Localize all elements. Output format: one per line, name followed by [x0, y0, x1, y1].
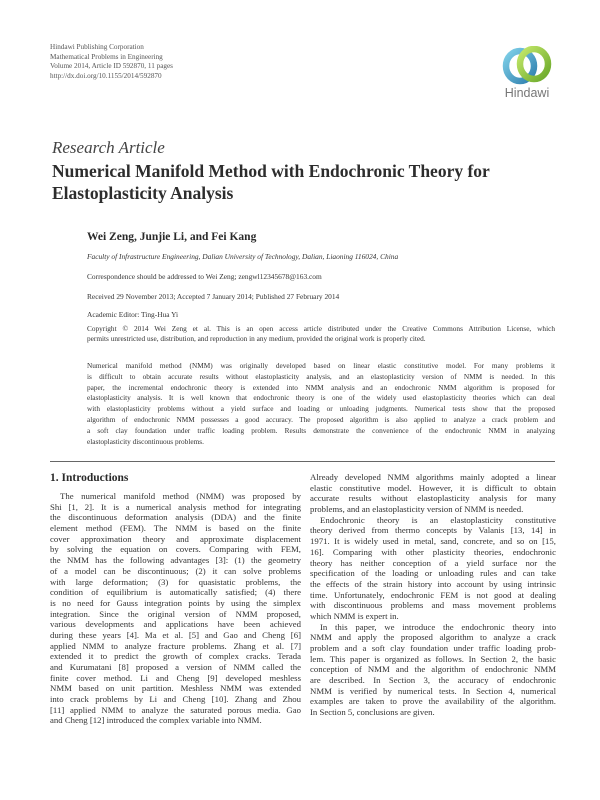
text-line: integration. Since the original version of NMM proposed, [50, 608, 301, 619]
article-type: Research Article [52, 138, 165, 157]
publisher: Hindawi Publishing Corporation [50, 43, 144, 51]
text-line: 16]. Comparing with other plasticity theories, endochronic [310, 546, 556, 557]
text-line: with elastoplasticity problems without a yield surface and loading or unloading judgments. Numerical tests show that the proposed [87, 404, 555, 414]
text-line: by solving the equation on covers. Comparing with FEM, [50, 544, 301, 555]
text-line: theory derived from thermo concepts by Valanis [13, 14] in [310, 525, 556, 536]
text-line: In Section 5, conclusions are given. [310, 707, 435, 718]
text-line: various developments and applications have been achieved [50, 619, 301, 630]
paragraph [87, 324, 555, 344]
text-line: with discontinuous problems and mass movement problems [310, 600, 556, 611]
hindawi-rings-icon [498, 46, 556, 86]
text-line: problems, and an elastoplasticity version of NMM is needed. [310, 504, 524, 515]
text-line: examples are taken to prove the availability of the algorithm. [310, 696, 556, 707]
text-line: finite cover method. Li and Cheng [9] developed meshless [50, 672, 301, 683]
text-line: elastoplasticity analysis. It is well known that endochronic theory is one of the widely used elastoplasticity theories which can deal [87, 393, 555, 403]
text-line: which NMM is expert in. [310, 610, 399, 621]
text-line: cover approximation theory and approximate displacement [50, 533, 301, 544]
journal-header [50, 43, 173, 81]
text-line: theory has neither conception of a yield surface nor the [310, 557, 556, 568]
text-line: condition of equilibrium is automatically satisfied; (4) there [50, 587, 301, 598]
text-line: and Cheng [12] introduced the complex variable into NMM. [50, 715, 262, 726]
text-line: permits unrestricted use, distribution, and reproduction in any medium, provided the original work is properly cited. [87, 334, 426, 343]
text-line: paper, the incremental endochronic theory is extended into NMM analysis and an endochronic NMM algorithm is proposed for [87, 382, 555, 392]
logo-text: Hindawi [504, 86, 550, 100]
volume-info: Volume 2014, Article ID 592870, 11 pages [50, 62, 173, 71]
text-line: is no need for Gauss integration points by using the simplex [50, 597, 301, 608]
text-line: specification of the loading or unloading rules and can take [310, 568, 556, 579]
text-line: 1971. It is widely used in metal, sand, concrete, and so on [15, [310, 536, 556, 547]
text-line: the effects of the strain history into account by using intrinsic [310, 578, 556, 589]
text-line: a soft clay foundation under traffic loading problem. Results demonstrate the convenience of the endochronic NMM in analyzing [87, 425, 555, 435]
text-line: algorithm of endochronic NMM possesses a good accuracy. The proposed algorithm is also applied to analyze a crack problem and [87, 414, 555, 424]
text-line: elastic constitutive model. However, it is difficult to obtain [310, 482, 556, 493]
dates: Received 29 November 2013; Accepted 7 January 2014; Published 27 February 2014 [87, 292, 340, 301]
text-line: element method (FEM). The NMM is based on the finite [50, 523, 301, 534]
text-line: with large deformation; (3) for quasistatic problems, the [50, 576, 301, 587]
right-column [310, 472, 556, 718]
text-line: conception of NMM and the algorithm of endochronic NMM [310, 664, 556, 675]
text-line: and Kurumatani [8] proposed a version of NMM called the [50, 662, 301, 672]
text-line: NMM and apply the proposed algorithm to analyze a crack [310, 632, 556, 643]
text-line: during these years [4]. Ma et al. [5] and Gao and Cheng [6] [50, 629, 301, 640]
text-line: The numerical manifold method (NMM) was proposed by [60, 491, 301, 501]
paragraph [310, 472, 556, 515]
paragraph [87, 361, 555, 447]
divider [50, 461, 555, 462]
hindawi-logo [498, 46, 556, 104]
correspondence: Correspondence should be addressed to Wei Zeng; zengwl12345678@163.com [87, 272, 322, 281]
text-line: extended it to predict the growth of complex cracks. Terada [50, 651, 301, 662]
text-line: NMM based on unit partition. Meshless NMM was extended [50, 683, 301, 694]
text-line: [11] applied NMM to analyze the saturated porous media. Gao [50, 704, 301, 715]
text-line: Copyright © 2014 Wei Zeng et al. This is an open access article distributed under the Creative Commons Attribution License, which [87, 324, 555, 333]
text-line: of a model can be discontinuous; (2) it can solve problems [50, 565, 301, 576]
text-line: accurate results without elastoplasticity analysis for many [310, 493, 556, 504]
left-column [50, 491, 301, 726]
paper-title: Numerical Manifold Method with Endochronic Theory for Elastoplasticity Analysis [52, 161, 490, 203]
section-heading: 1. Introductions [50, 472, 129, 484]
paragraph [310, 622, 556, 718]
text-line: into crack problems by Li and Cheng [10]. Zhang and Zhou [50, 694, 301, 705]
text-line: problem and a soft clay foundation under traffic loading prob- [310, 643, 556, 653]
paragraph [310, 515, 556, 622]
paragraph [50, 491, 301, 726]
academic-editor: Academic Editor: Ting-Hua Yi [87, 310, 179, 319]
text-line: elastoplasticity discontinuous problems. [87, 436, 204, 446]
text-line: Numerical manifold method (NMM) was originally developed based on linear elastic constitutive model. For many problems it [87, 361, 555, 370]
text-line: Shi [1, 2]. It is a numerical analysis method for integrating [50, 501, 301, 512]
authors: Wei Zeng, Junjie Li, and Fei Kang [87, 231, 257, 243]
text-line: lem. This paper is organized as follows. In Section 2, the basic [310, 653, 556, 664]
abstract [87, 361, 555, 447]
doi-link[interactable]: http://dx.doi.org/10.1155/2014/592870 [50, 71, 162, 80]
text-line: NMM is verified by numerical tests. In Section 4, numerical [310, 685, 556, 696]
copyright-notice [87, 324, 555, 344]
text-line: are described. In Section 3, the accuracy of endochronic [310, 675, 556, 686]
affiliation: Faculty of Infrastructure Engineering, Dalian University of Technology, Dalian, Liaoning 116024, China [87, 252, 399, 261]
text-line: Endochronic theory is an elastoplasticity constitutive [320, 514, 556, 525]
text-line: applied NMM to analyze fracture problems. Zhang et al. [7] [50, 640, 301, 651]
journal-name: Mathematical Problems in Engineering [50, 52, 163, 61]
text-line: is difficult to obtain accurate results without elastoplasticity analysis, and an elastoplasticity version of NMM is needed. In this [87, 371, 555, 381]
text-line: time. Unfortunately, endochronic FEM is not good at dealing [310, 589, 556, 600]
text-line: the NMM has the following advantages [3]: (1) the geometry [50, 555, 301, 566]
text-line: In this paper, we introduce the endochronic theory into [320, 621, 556, 632]
text-line: Already developed NMM algorithms mainly adopted a linear [310, 472, 556, 482]
text-line: the discontinuous deformation analysis (DDA) and the finite [50, 512, 301, 523]
